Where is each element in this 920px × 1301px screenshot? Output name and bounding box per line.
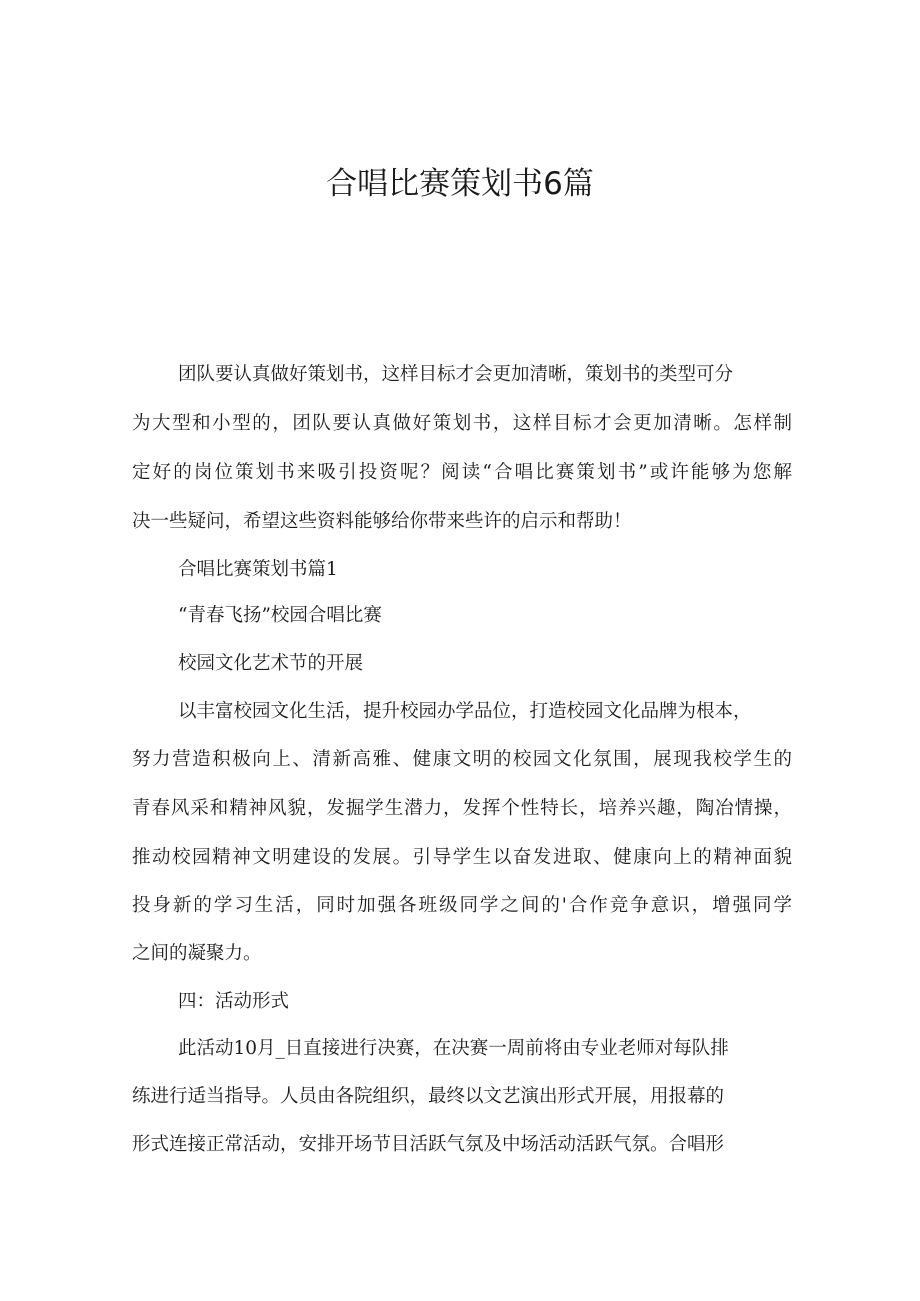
section1-theme: “青春飞扬”校园合唱比赛 (178, 605, 382, 626)
purpose-line-6: 之间的凝聚力。 (132, 943, 262, 964)
form-line-1: 此活动10月_日直接进行决赛，在决赛一周前将由专业老师对每队排 (178, 1038, 729, 1059)
intro-line-3: 定好的岗位策划书来吸引投资呢？阅读“合唱比赛策划书”或许能够为您解 (132, 462, 792, 483)
form-line-3: 形式连接正常活动，安排开场节目活跃气氛及中场活动活跃气氛。合唱形 (132, 1134, 725, 1155)
intro-line-4: 决一些疑问，希望这些资料能够给你带来些许的启示和帮助！ (132, 511, 632, 532)
form-line-2: 练进行适当指导。人员由各院组织，最终以文艺演出形式开展，用报幕的 (132, 1086, 725, 1107)
document-title: 合唱比赛策划书6篇 (326, 166, 594, 202)
purpose-line-3: 青春风采和精神风貌，发掘学生潜力，发挥个性特长，培养兴趣，陶冶情操， (132, 798, 792, 819)
purpose-line-5: 投身新的学习生活，同时加强各班级同学之间的'合作竞争意识，增强同学 (132, 895, 792, 916)
section1-heading: 合唱比赛策划书篇1 (178, 559, 338, 580)
section1-background: 校园文化艺术节的开展 (178, 653, 364, 674)
purpose-line-1: 以丰富校园文化生活，提升校园办学品位，打造校园文化品牌为根本， (178, 701, 752, 722)
intro-line-2: 为大型和小型的，团队要认真做好策划书，这样目标才会更加清晰。怎样制 (132, 413, 792, 434)
form-heading: 四：活动形式 (178, 991, 290, 1012)
purpose-line-2: 努力营造积极向上、清新高雅、健康文明的校园文化氛围，展现我校学生的 (132, 749, 792, 770)
intro-line-1: 团队要认真做好策划书，这样目标才会更加清晰，策划书的类型可分 (178, 364, 734, 385)
purpose-line-4: 推动校园精神文明建设的发展。引导学生以奋发进取、健康向上的精神面貌 (132, 847, 792, 868)
